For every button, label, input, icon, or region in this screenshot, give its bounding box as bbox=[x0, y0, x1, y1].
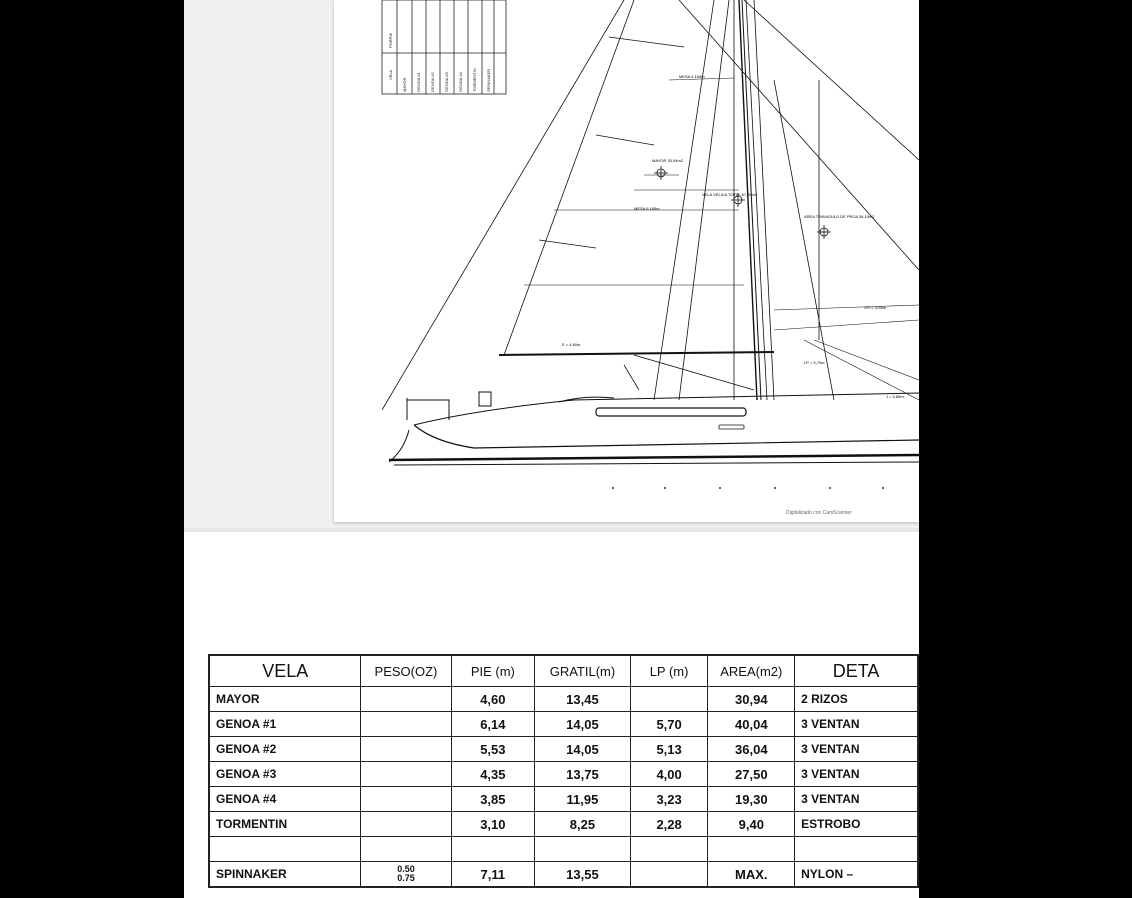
peso-range bbox=[397, 865, 415, 883]
cell-detalle: ESTROBO bbox=[795, 812, 918, 837]
cell-area: 9,40 bbox=[708, 812, 795, 837]
label-mesa2: MESA 4,165m bbox=[679, 74, 705, 79]
cell-gratil bbox=[535, 837, 631, 862]
mini-header-vela: VELA bbox=[388, 69, 393, 80]
cell-area bbox=[708, 837, 795, 862]
cell-gratil: 13,55 bbox=[535, 862, 631, 888]
mini-row-tormentin: TORMENTIN bbox=[472, 68, 477, 92]
document-viewer[interactable] bbox=[184, 0, 919, 898]
header-peso: PESO(OZ) bbox=[361, 655, 451, 687]
sail-plan-drawing bbox=[334, 0, 919, 522]
watermark-text: Digitalizado con CamScanner bbox=[786, 510, 852, 516]
table-row bbox=[209, 762, 918, 787]
table-row-spinnaker bbox=[209, 862, 918, 888]
cell-detalle bbox=[795, 837, 918, 862]
cell-vela bbox=[209, 837, 361, 862]
cell-pie bbox=[451, 837, 535, 862]
page-1-sail-plan bbox=[334, 0, 919, 522]
label-spl: SPL= 3,85m bbox=[864, 305, 887, 310]
cell-detalle: 3 VENTAN bbox=[795, 787, 918, 812]
cell-peso bbox=[361, 712, 451, 737]
cell-gratil: 13,75 bbox=[535, 762, 631, 787]
header-area: AREA(m2) bbox=[708, 655, 795, 687]
cell-peso bbox=[361, 687, 451, 712]
label-vela-velica: VELA VELICA TOTAL 67,09m2 bbox=[702, 192, 758, 197]
rigging bbox=[382, 0, 919, 410]
cell-pie: 5,53 bbox=[451, 737, 535, 762]
cell-pie: 4,60 bbox=[451, 687, 535, 712]
mini-row-genoa3: GENOA #3 bbox=[444, 72, 449, 92]
cell-pie: 6,14 bbox=[451, 712, 535, 737]
cell-detalle: 2 RIZOS bbox=[795, 687, 918, 712]
hull bbox=[389, 392, 919, 465]
cell-pie: 3,85 bbox=[451, 787, 535, 812]
cell-peso bbox=[361, 862, 451, 888]
label-mayor: MAYOR 30,94m2 bbox=[652, 158, 684, 163]
table-row bbox=[209, 737, 918, 762]
label-e: E = 4,60m bbox=[562, 342, 581, 347]
cell-vela: GENOA #2 bbox=[209, 737, 361, 762]
table-row-empty bbox=[209, 837, 918, 862]
cell-detalle: NYLON – bbox=[795, 862, 918, 888]
cell-vela: GENOA #1 bbox=[209, 712, 361, 737]
label-j: J = 3,85m bbox=[886, 394, 904, 399]
cell-vela: MAYOR bbox=[209, 687, 361, 712]
cell-pie: 4,35 bbox=[451, 762, 535, 787]
header-gratil: GRATIL(m) bbox=[535, 655, 631, 687]
sail-data-table bbox=[208, 654, 919, 888]
cell-gratil: 13,45 bbox=[535, 687, 631, 712]
cell-area: 36,04 bbox=[708, 737, 795, 762]
cell-peso bbox=[361, 787, 451, 812]
table-row bbox=[209, 787, 918, 812]
mini-row-mayor: MAYOR bbox=[402, 77, 407, 92]
cell-pie: 7,11 bbox=[451, 862, 535, 888]
mini-row-genoa4: GENOA #4 bbox=[458, 72, 463, 92]
peso-top: 0.50 bbox=[397, 863, 415, 874]
cell-peso bbox=[361, 837, 451, 862]
ground-ticks bbox=[612, 487, 884, 489]
cell-lp bbox=[630, 837, 708, 862]
peso-bottom: 0.75 bbox=[397, 872, 415, 883]
cell-vela: SPINNAKER bbox=[209, 862, 361, 888]
cell-lp: 3,23 bbox=[630, 787, 708, 812]
cell-lp: 5,70 bbox=[630, 712, 708, 737]
cell-gratil: 11,95 bbox=[535, 787, 631, 812]
cell-lp: 5,13 bbox=[630, 737, 708, 762]
cell-detalle: 3 VENTAN bbox=[795, 737, 918, 762]
label-triangulo: AREA TRIANGULO DE PROA 36,15m2 bbox=[804, 214, 875, 219]
mini-row-spinnaker: SPINNAKER bbox=[486, 68, 491, 92]
mini-header-porpie: PORPIE bbox=[388, 32, 393, 48]
cell-gratil: 8,25 bbox=[535, 812, 631, 837]
cell-detalle: 3 VENTAN bbox=[795, 712, 918, 737]
cell-gratil: 14,05 bbox=[535, 712, 631, 737]
header-vela: VELA bbox=[209, 655, 361, 687]
cell-vela: GENOA #4 bbox=[209, 787, 361, 812]
cell-peso bbox=[361, 812, 451, 837]
cell-vela: GENOA #3 bbox=[209, 762, 361, 787]
cell-lp bbox=[630, 862, 708, 888]
mini-row-genoa2: GENOA #2 bbox=[430, 72, 435, 92]
cell-peso bbox=[361, 762, 451, 787]
table-row bbox=[209, 712, 918, 737]
table-row bbox=[209, 687, 918, 712]
cell-lp: 2,28 bbox=[630, 812, 708, 837]
cell-gratil: 14,05 bbox=[535, 737, 631, 762]
mini-row-genoa1: GENOA #1 bbox=[416, 72, 421, 92]
cell-lp bbox=[630, 687, 708, 712]
centroid-markers bbox=[654, 166, 831, 239]
cell-peso bbox=[361, 737, 451, 762]
table-row bbox=[209, 812, 918, 837]
cell-lp: 4,00 bbox=[630, 762, 708, 787]
header-lp: LP (m) bbox=[630, 655, 708, 687]
cell-detalle: 3 VENTAN bbox=[795, 762, 918, 787]
label-mesa1: MESA 6,165m bbox=[634, 206, 660, 211]
cell-area: 30,94 bbox=[708, 687, 795, 712]
cell-area: 19,30 bbox=[708, 787, 795, 812]
cell-vela: TORMENTIN bbox=[209, 812, 361, 837]
cell-area: MAX. bbox=[708, 862, 795, 888]
header-detalle: DETA bbox=[795, 655, 918, 687]
cell-area: 40,04 bbox=[708, 712, 795, 737]
table-header-row bbox=[209, 655, 918, 687]
label-lp: LP = 5,70m bbox=[804, 360, 825, 365]
cell-pie: 3,10 bbox=[451, 812, 535, 837]
header-pie: PIE (m) bbox=[451, 655, 535, 687]
cell-area: 27,50 bbox=[708, 762, 795, 787]
page-2-sail-table bbox=[184, 532, 919, 898]
